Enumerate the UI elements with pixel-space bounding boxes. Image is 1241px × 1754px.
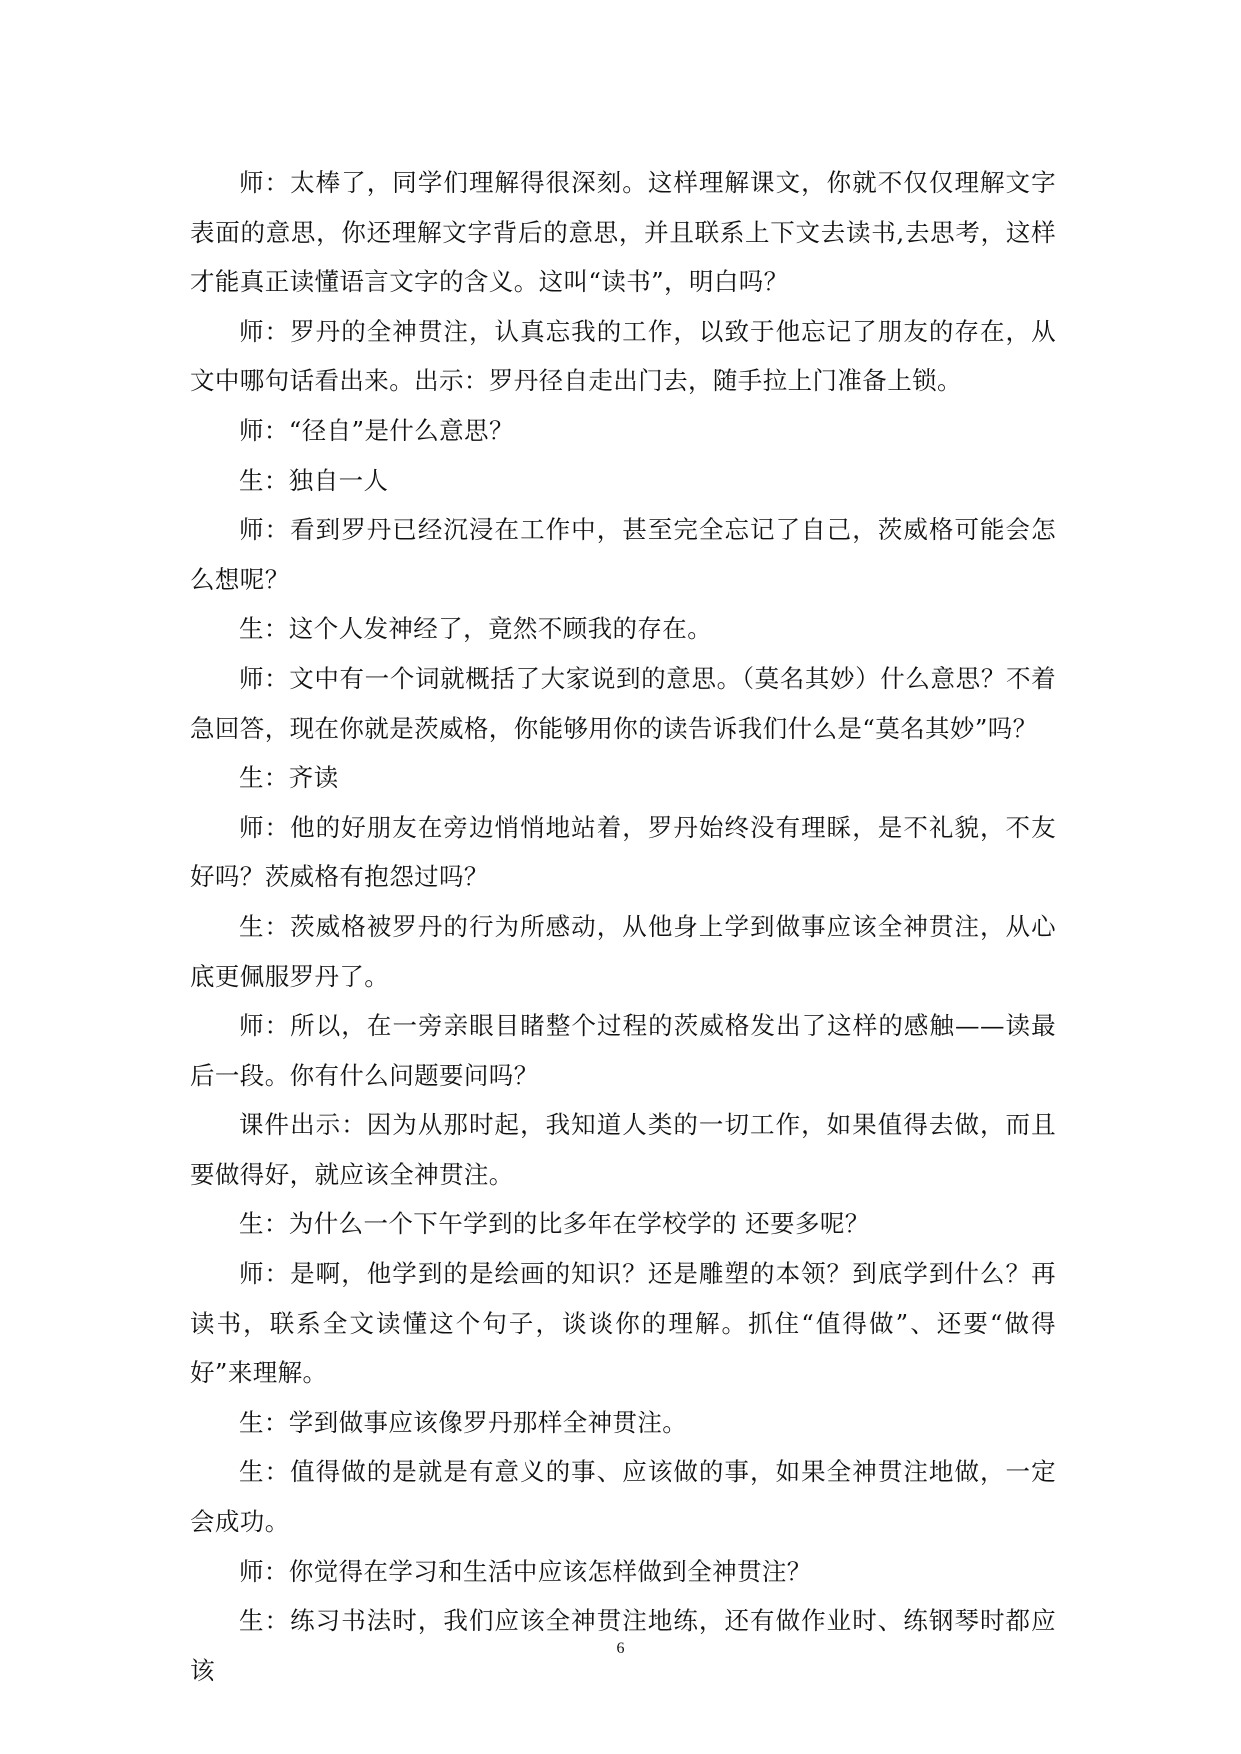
- paragraph: 生：茨威格被罗丹的行为所感动，从他身上学到做事应该全神贯注，从心底更佩服罗丹了。: [190, 911, 1056, 991]
- paragraph: 生：值得做的是就是有意义的事、应该做的事，如果全神贯注地做，一定会成功。: [190, 1457, 1056, 1537]
- paragraph: 师：“径自”是什么意思？: [239, 415, 514, 445]
- paragraph: 生：学到做事应该像罗丹那样全神贯注。: [239, 1407, 688, 1437]
- paragraph: 师：太棒了，同学们理解得很深刻。这样理解课文，你就不仅仅理解文字表面的意思，你还理解文字背后的意思，并且联系上下文去读书,去思考，这样才能真正读懂语言文字的含义。这叫“读书”，明白吗？: [190, 168, 1056, 297]
- paragraph: 生：为什么一个下午学到的比多年在学校学的 还要多呢？: [239, 1209, 870, 1239]
- paragraph: 师：你觉得在学习和生活中应该怎样做到全神贯注？: [239, 1556, 812, 1586]
- paragraph: 课件出示：因为从那时起，我知道人类的一切工作，如果值得去做，而且要做得好，就应该全神贯注。: [190, 1110, 1056, 1189]
- document-body: [190, 158, 1056, 1695]
- paragraph: 生：齐读: [239, 763, 339, 793]
- paragraph: 生：独自一人: [239, 465, 389, 495]
- page-number: 6: [616, 1640, 625, 1657]
- paragraph: 生：练习书法时，我们应该全神贯注地练，还有做作业时、练钢琴时都应该: [190, 1606, 1056, 1685]
- paragraph: 生：这个人发神经了，竟然不顾我的存在。: [239, 614, 713, 644]
- paragraph: 师：是啊，他学到的是绘画的知识？还是雕塑的本领？到底学到什么？再读书，联系全文读懂这个句子，谈谈你的理解。抓住“值得做”、还要“做得好”来理解。: [190, 1259, 1056, 1388]
- paragraph: 师：看到罗丹已经沉浸在工作中，甚至完全忘记了自己，茨威格可能会怎么想呢？: [190, 515, 1056, 594]
- paragraph: 师：他的好朋友在旁边悄悄地站着，罗丹始终没有理睬，是不礼貌，不友好吗？茨威格有抱怨过吗？: [190, 812, 1056, 892]
- paragraph: 师：所以，在一旁亲眼目睹整个过程的茨威格发出了这样的感触——读最后一段。你有什么问题要问吗？: [190, 1011, 1056, 1090]
- paragraph: 师：文中有一个词就概括了大家说到的意思。（莫名其妙）什么意思？不着急回答，现在你就是茨威格，你能够用你的读告诉我们什么是“莫名其妙”吗？: [190, 663, 1056, 743]
- paragraph: 师：罗丹的全神贯注，认真忘我的工作，以致于他忘记了朋友的存在，从文中哪句话看出来。出示：罗丹径自走出门去，随手拉上门准备上锁。: [190, 316, 1056, 396]
